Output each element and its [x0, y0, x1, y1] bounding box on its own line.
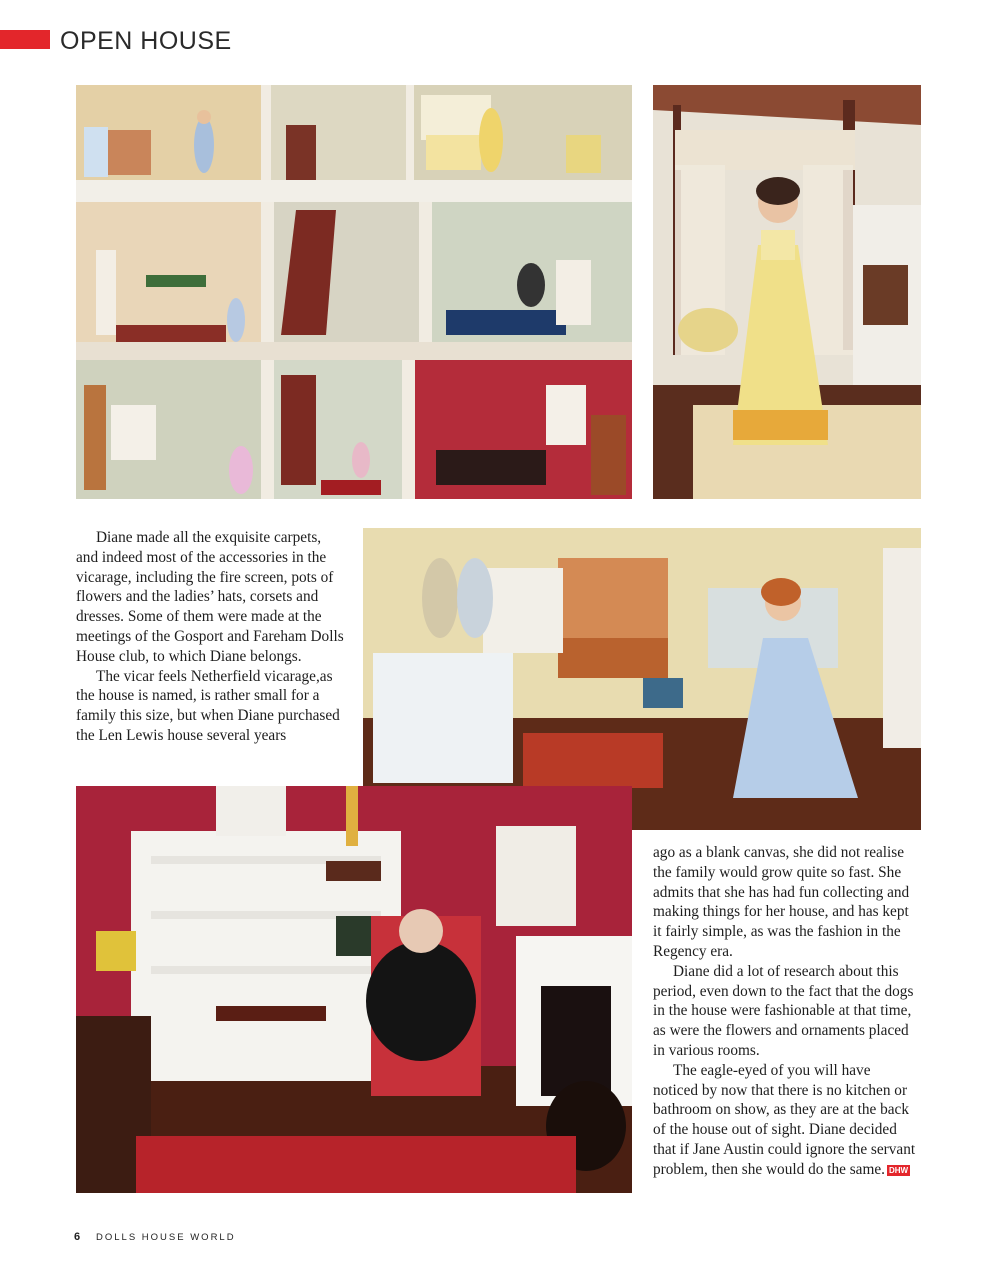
article-column-1 [76, 528, 346, 746]
end-of-article-mark: DHW [888, 1165, 909, 1175]
article-paragraph [653, 1061, 919, 1180]
article-paragraph: The vicar feels Netherfield vicarage,as the house is named, is rather small for a family this size, but when Diane purchased the Len Lewis house several years [76, 667, 340, 744]
article-paragraph-text: The eagle-eyed of you will have noticed by now that there is no kitchen or bathroom on show, as they are at the back of the house out of sight. Diane decided that if Jane Austin could ignore the servant problem, then she would do the same. [653, 1061, 916, 1178]
page-number: 6 [74, 1231, 81, 1243]
article-paragraph: Diane did a lot of research about this period, even down to the fact that the dogs in the house were fashionable at that time, as were the flowers and ornaments placed in various rooms. [653, 962, 914, 1059]
article-column-2 [653, 843, 919, 1180]
dressing-room-photo [363, 528, 921, 830]
section-accent-bar [0, 30, 50, 49]
article-paragraph: Diane made all the exquisite carpets, and indeed most of the accessories in the vicarage, including the fire screen, pots of flowers and the ladies’ hats, corsets and dresses. Some of them were made at the meetings of the Gosport and Fareham Dolls House club, to which Diane belongs. [76, 529, 344, 665]
magazine-name: DOLLS HOUSE WORLD [96, 1232, 236, 1243]
section-title: OPEN HOUSE [60, 27, 232, 55]
library-photo [76, 786, 632, 1193]
dollshouse-front-photo [76, 85, 632, 499]
bedroom-doll-photo [653, 85, 921, 499]
article-paragraph: ago as a blank canvas, she did not realise the family would grow quite so fast. She admits that she has had fun collecting and making things for her house, and has kept it fairly simple, as was the fashion in the Regency era. [653, 844, 910, 960]
